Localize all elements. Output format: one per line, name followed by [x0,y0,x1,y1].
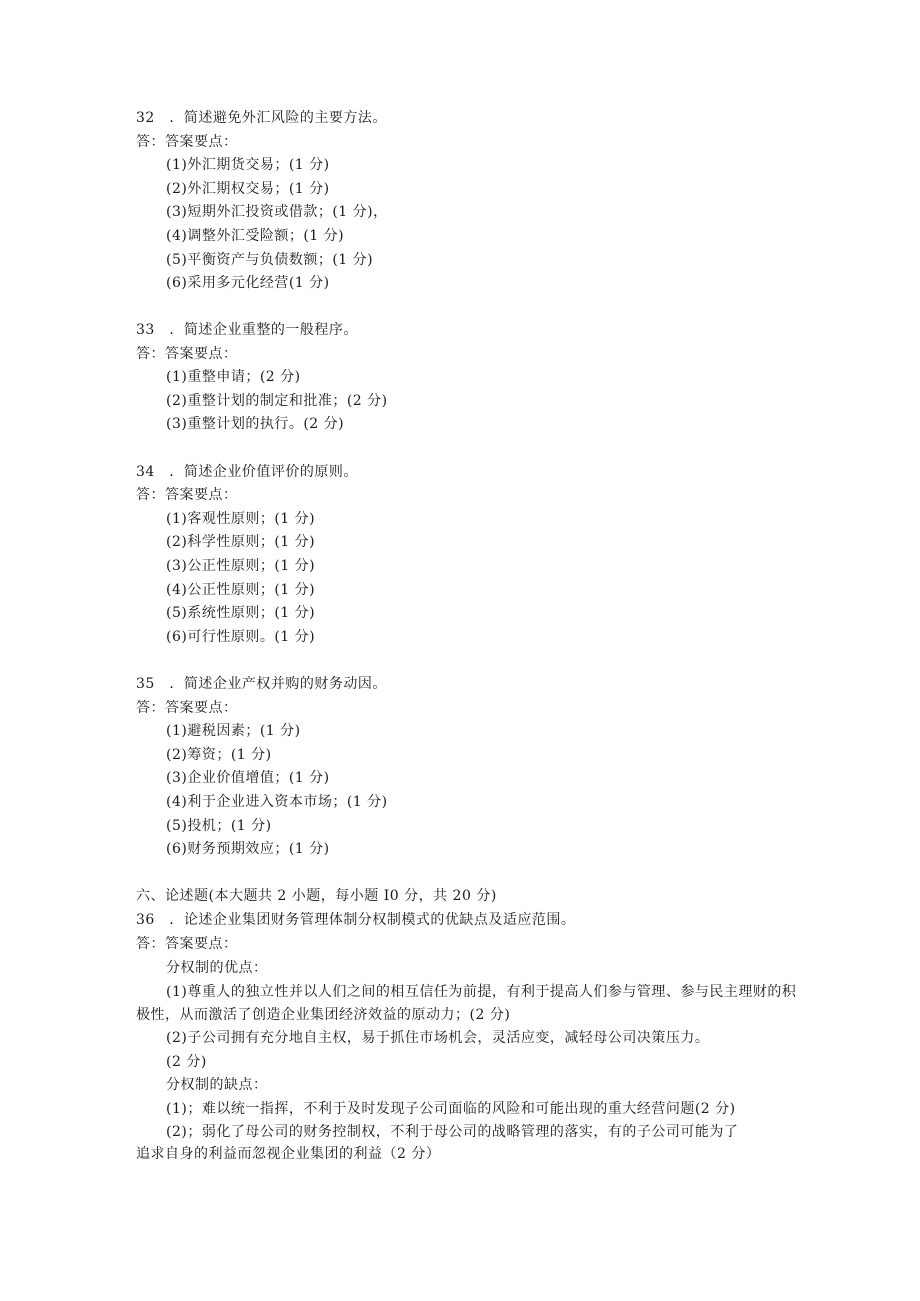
question-35-answer-label: 答：答案要点： [136,700,238,716]
question-35-item: (5)投机；(1 分) [166,818,272,834]
advantage-1-line-1: (1)尊重人的独立性并以人们之间的相互信任为前提，有利于提高人们参与管理、参与民主理财的积 [166,984,797,1000]
question-33-answer-label: 答：答案要点： [136,346,238,362]
question-36-title: 36 ．论述企业集团财务管理体制分权制模式的优缺点及适应范围。 [136,912,576,928]
question-33-title: 33 ．简述企业重整的一般程序。 [136,322,358,338]
disadvantage-1: (1)；难以统一指挥，不利于及时发现子公司面临的风险和可能出现的重大经营问题(2 分) [166,1101,736,1117]
question-33-item: (3)重整计划的执行。(2 分) [166,416,345,432]
question-32-answer-label: 答：答案要点： [136,134,238,150]
question-32-item: (3)短期外汇投资或借款；(1 分)， [166,204,388,220]
question-34-answer-label: 答：答案要点： [136,487,238,503]
question-34-item: (4)公正性原则；(1 分) [166,582,316,598]
question-35-item: (6)财务预期效应；(1 分) [166,841,330,857]
advantages-label: 分权制的优点： [166,960,268,976]
question-32-item: (4)调整外汇受险额；(1 分) [166,228,345,244]
question-35-item: (2)筹资；(1 分) [166,747,272,763]
advantage-2-line-2: (2 分) [166,1054,207,1070]
question-34-item: (3)公正性原则；(1 分) [166,558,316,574]
question-35-item: (3)企业价值增值；(1 分) [166,770,330,786]
question-34-item: (1)客观性原则；(1 分) [166,511,316,527]
question-34-item: (6)可行性原则。(1 分) [166,629,316,645]
disadvantage-2-line-1: (2)；弱化了母公司的财务控制权，不利于母公司的战略管理的落实，有的子公司可能为了 [166,1124,739,1140]
question-34-item: (2)科学性原则；(1 分) [166,534,316,550]
question-32-item: (6)采用多元化经营(1 分) [166,275,330,291]
advantage-2-line-1: (2)子公司拥有充分地自主权，易于抓住市场机会，灵活应变，减轻母公司决策压力。 [166,1030,710,1046]
question-32-item: (5)平衡资产与负债数额；(1 分) [166,252,374,268]
question-35-item: (4)利于企业进入资本市场；(1 分) [166,794,388,810]
question-35-item: (1)避税因素；(1 分) [166,723,301,739]
advantage-1-line-2: 极性，从而激活了创造企业集团经济效益的原动力；(2 分) [136,1007,511,1023]
question-35-title: 35 ．简述企业产权并购的财务动因。 [136,676,387,692]
disadvantage-2-line-2: 追求自身的利益而忽视企业集团的利益（2 分） [136,1146,441,1162]
question-32-title: 32 ．简述避免外汇风险的主要方法。 [136,110,387,126]
question-33-item: (1)重整申请；(2 分) [166,369,301,385]
question-34-item: (5)系统性原则；(1 分) [166,605,316,621]
question-32-item: (1)外汇期货交易；(1 分) [166,157,330,173]
question-34-title: 34 ．简述企业价值评价的原则。 [136,464,358,480]
disadvantages-label: 分权制的缺点： [166,1077,268,1093]
question-36-answer-label: 答：答案要点： [136,936,238,952]
section-6-heading: 六、论述题(本大题共 2 小题，每小题 I0 分，共 20 分) [136,888,497,904]
question-32-item: (2)外汇期权交易；(1 分) [166,181,330,197]
question-33-item: (2)重整计划的制定和批准；(2 分) [166,393,388,409]
